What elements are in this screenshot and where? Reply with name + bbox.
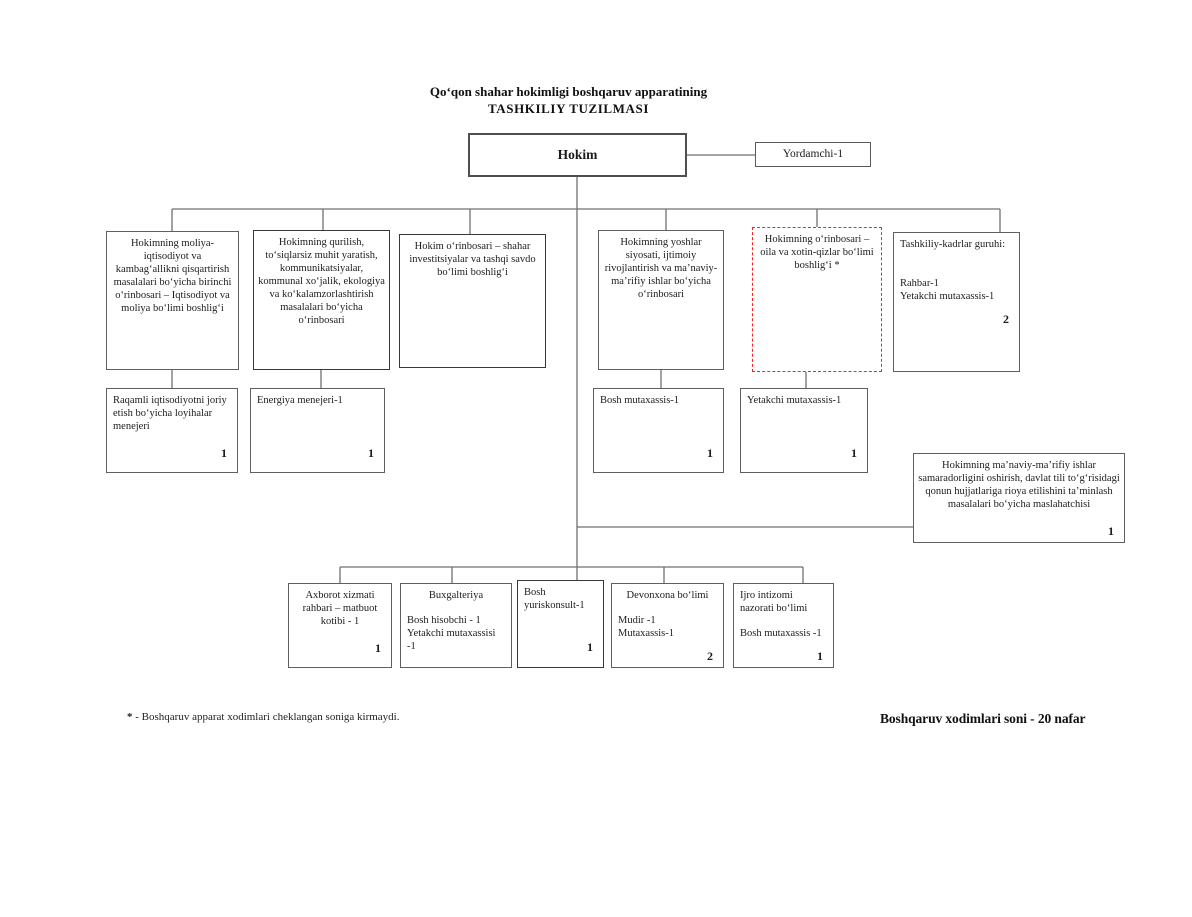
sub-box-bosh-mutaxassis [593,388,724,473]
staff-line: Mutaxassis-1 [618,628,674,640]
dept-box-press-secretary [288,583,392,668]
deputy-box-construction [253,230,390,370]
staff-count: 1 [817,649,823,663]
deputy-box-investment [399,234,546,368]
dept-label: Bosh yuriskonsult-1 [524,587,585,612]
staff-count: 1 [375,641,381,656]
footnote-star: * [127,711,133,723]
sub-box-yetakchi-mutaxassis [740,388,868,473]
deputy-label: Hokimning moliya-iqtisodiyot va kambag‘allikni qisqartirish masalalari bo‘yicha birinchi o‘rinbosari – Iqtisodiyot va moliya bo‘limi boshlig‘i [113,238,232,315]
sub-label: Raqamli iqtisodiyotni joriy etish bo‘yicha loyihalar menejeri [113,395,227,433]
staff-count: 1 [368,446,374,461]
unit-title: Buxgalteriya [428,590,484,601]
staff-line: Mudir -1 [618,615,656,627]
hokim-label: Hokim [557,146,598,162]
staff-count: 1 [587,640,593,655]
unit-title: Ijro intizomi nazorati bo‘limi [740,590,808,615]
staff-line: Yetakchi mutaxassis-1 [900,291,995,303]
staff-line: Yetakchi mutaxassisi -1 [407,628,496,653]
deputy-box-family-women [752,227,882,372]
sub-label: Bosh mutaxassis-1 [600,395,680,406]
staff-count: 2 [707,649,713,663]
yordamchi-box [755,142,871,167]
page-title [296,84,841,118]
deputy-label: Hokimning o‘rinbosari – oila va xotin-qizlar bo‘limi boshlig‘i * [760,234,874,272]
yordamchi-label: Yordamchi-1 [782,148,844,161]
dept-box-ijro-intizomi [733,583,834,668]
advisor-box [913,453,1125,543]
deputy-label: Hokimning yoshlar siyosati, ijtimoiy rivojlantirish va ma’naviy-ma’rifiy ishlar bo‘yicha o‘rinbosari [604,237,718,301]
total-staff: Boshqaruv xodimlari soni - 20 nafar [880,711,1086,726]
footnote [127,711,399,723]
dept-box-yuriskonsult [517,580,604,668]
page-title-line1: Qo‘qon shahar hokimligi boshqaruv apparatining [429,84,708,99]
deputy-label: Hokim o‘rinbosari – shahar investitsiyalar va tashqi savdo bo‘limi boshlig‘i [409,241,536,279]
spacer [900,251,1013,277]
page-title-line2: TASHKILIY TUZILMASI [487,100,650,116]
spacer [407,602,505,614]
deputy-label: Hokimning qurilish, to‘siqlarsiz muhit yaratish, kommunikatsiyalar, kommunal xo‘jalik, ekologiya va ko‘kalamzorlashtirish masalalari bo‘yicha o‘rinbosari [258,237,385,327]
staff-count: 1 [221,446,227,461]
sub-label: Energiya menejeri-1 [257,395,343,406]
footnote-text: - Boshqaruv apparat xodimlari cheklangan soniga kirmaydi. [132,711,400,723]
unit-title: Tashkiliy-kadrlar guruhi: [900,239,1006,250]
dept-label: Axborot xizmati rahbari – matbuot kotibi - 1 [302,590,378,628]
spacer [740,615,827,627]
deputy-box-youth [598,230,724,370]
staff-count: 1 [1108,524,1114,538]
dept-box-buxgalteriya [400,583,512,668]
sub-label: Yetakchi mutaxassis-1 [747,395,842,406]
staff-count: 1 [851,446,857,461]
sub-box-digital-economy [106,388,238,473]
advisor-label: Hokimning ma’naviy-ma’rifiy ishlar samaradorligini oshirish, davlat tili to‘g‘risidagi qonun hujjatlariga rioya etilishini ta’minlash masalalari bo‘yicha maslahatchisi [918,460,1120,511]
unit-title: Devonxona bo‘limi [626,590,709,601]
dept-box-devonxona [611,583,724,668]
hokim-box [468,133,687,177]
deputy-box-org-kadrlar [893,232,1020,372]
staff-count: 2 [1003,312,1009,327]
staff-count: 1 [707,446,713,461]
staff-line: Bosh mutaxassis -1 [740,628,822,640]
sub-box-energy-manager [250,388,385,473]
spacer [618,602,717,614]
staff-line: Rahbar-1 [900,278,939,290]
staff-line: Bosh hisobchi - 1 [407,615,481,627]
deputy-box-economy [106,231,239,370]
